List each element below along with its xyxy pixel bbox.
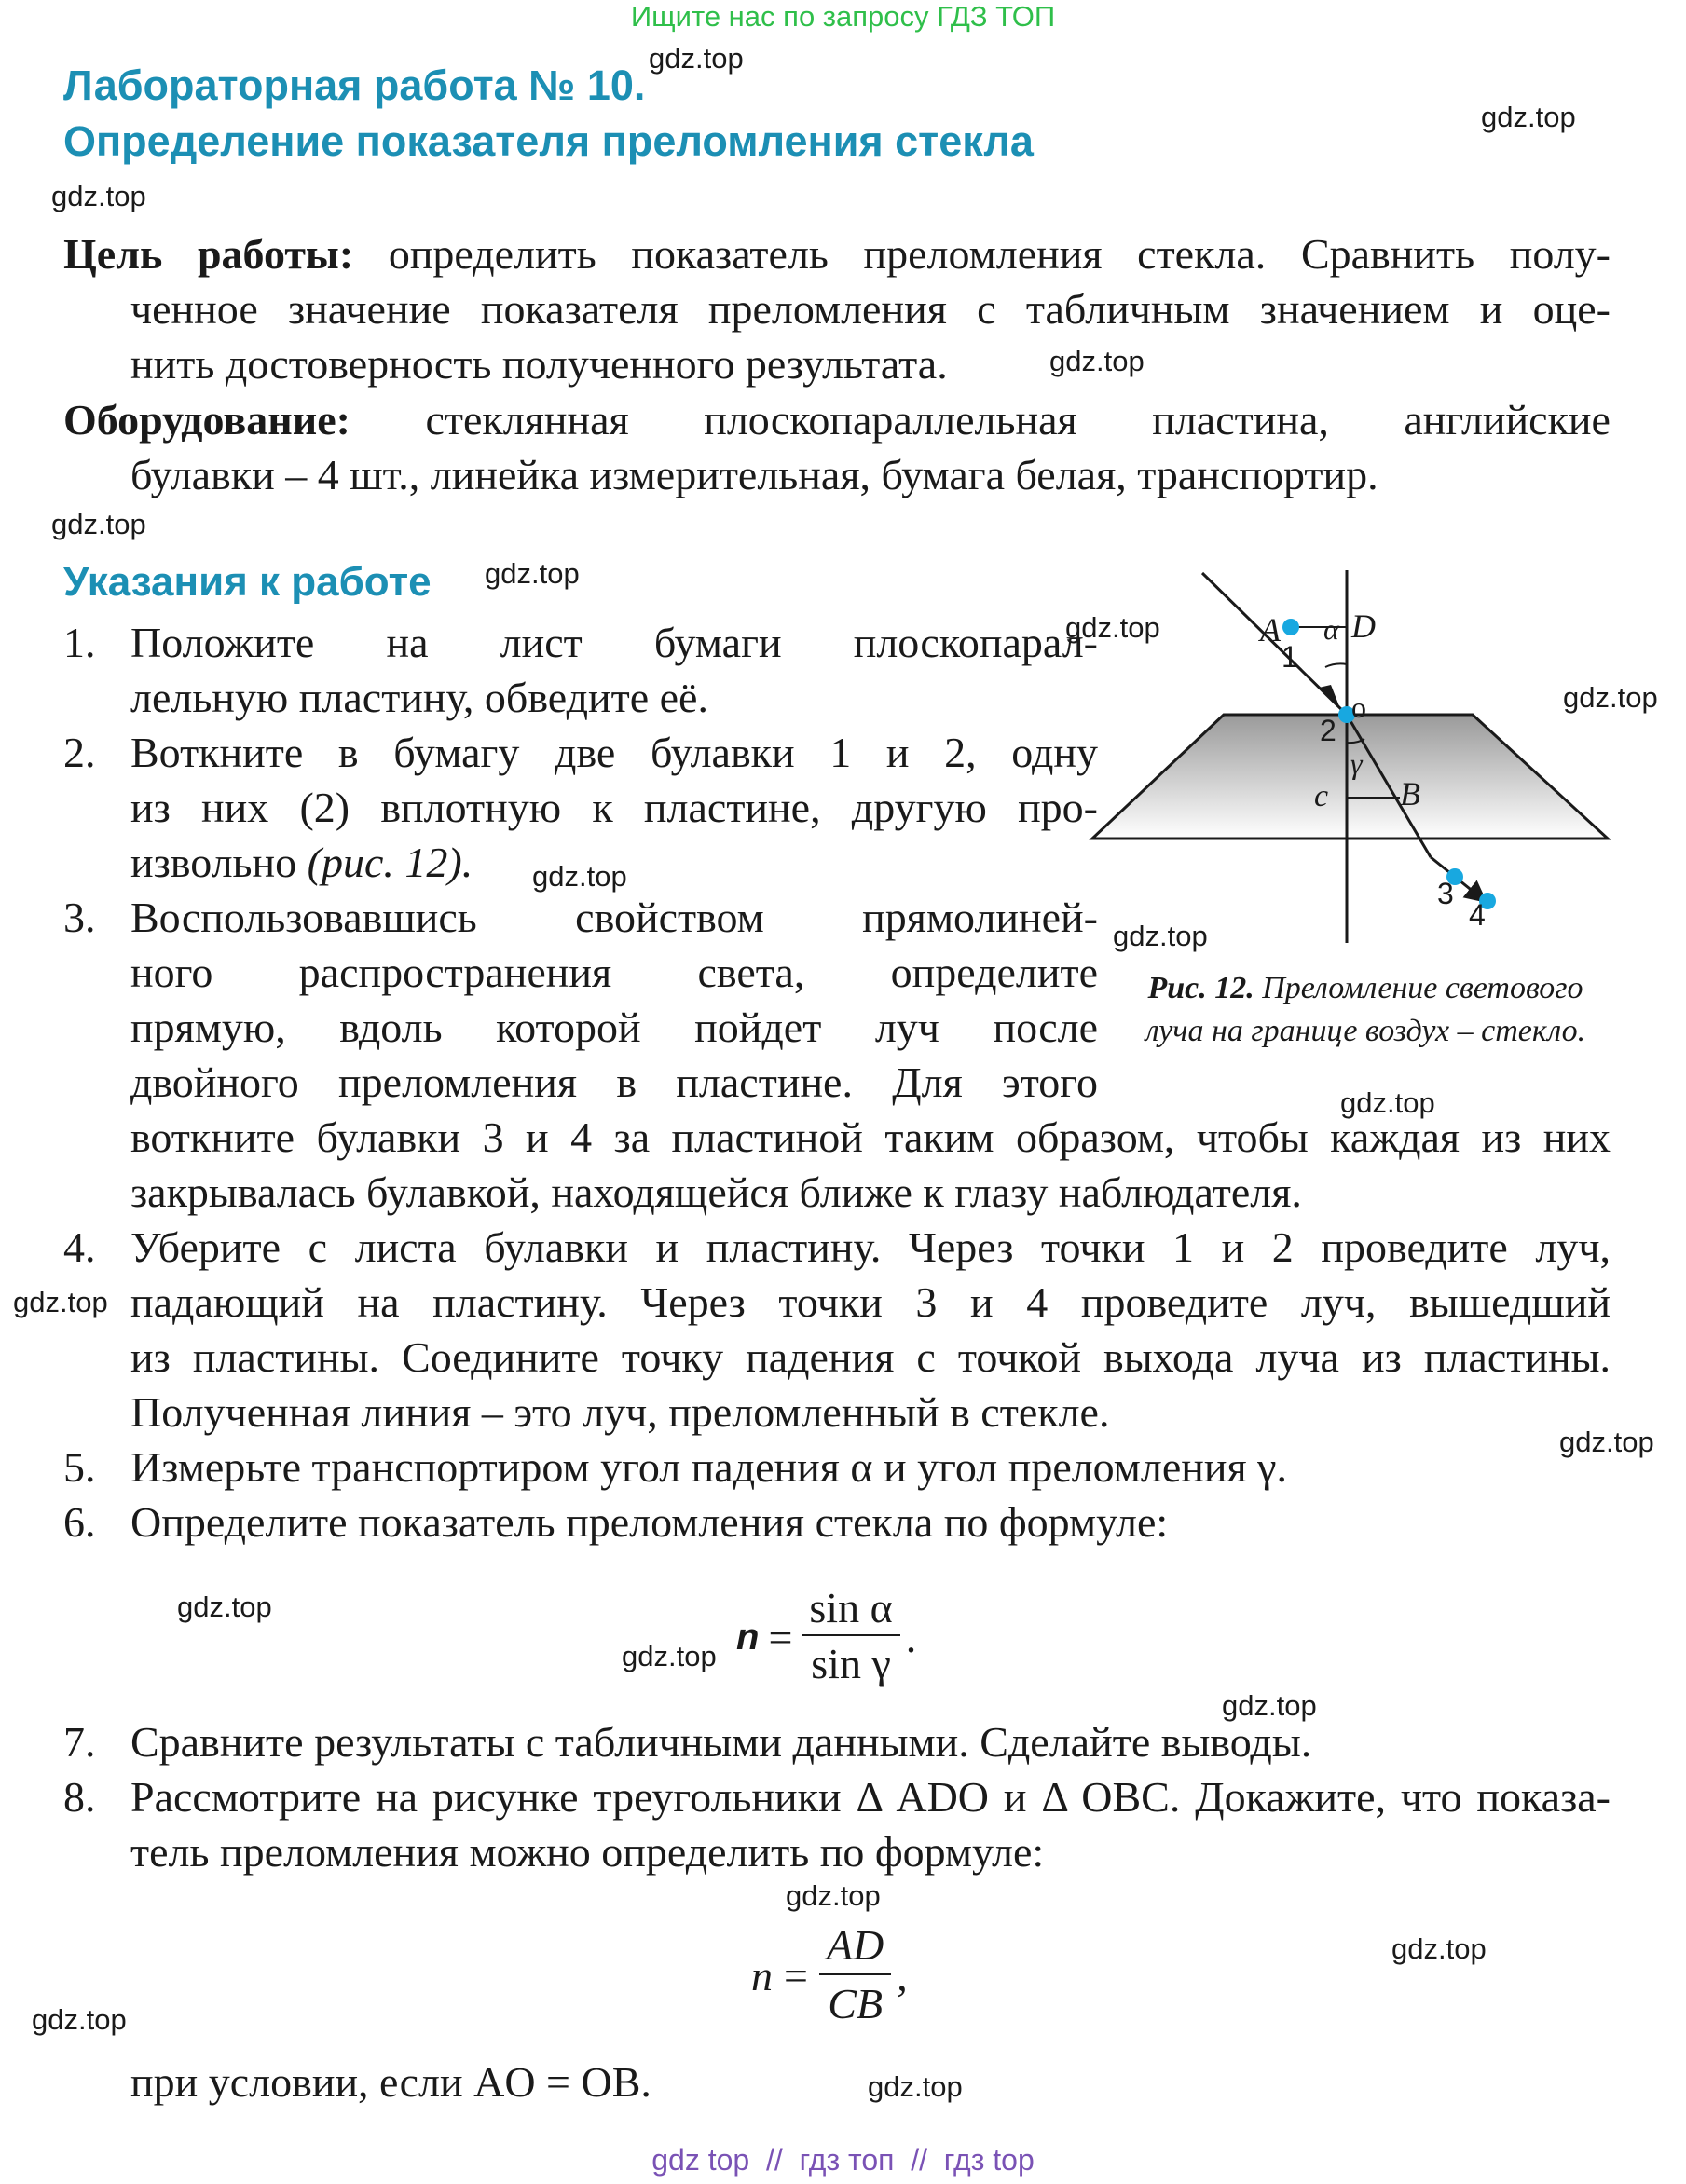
step-line: двойного преломления в пластине. Для этого <box>130 1058 1098 1106</box>
watermark: gdz.top <box>51 508 146 540</box>
step-number: 5. <box>63 1443 96 1491</box>
goal-label: Цель работы: <box>63 230 354 278</box>
equipment-word: пластина, <box>1152 396 1329 444</box>
step-line: Сравните результаты с табличными данными. Сделайте выводы. <box>130 1718 1312 1766</box>
formula-end: , <box>897 1951 908 2000</box>
step-line: Уберите с листа булавки и пластину. Через точки 1 и 2 проведите луч, <box>130 1223 1611 1271</box>
page-title: Лабораторная работа № 10. <box>63 61 646 109</box>
step-line: Определите показатель преломления стекла по формуле: <box>130 1498 1169 1546</box>
angle-alpha-arc <box>1325 663 1347 667</box>
watermark: gdz.top <box>1340 1086 1435 1119</box>
watermark: gdz.top <box>1222 1689 1317 1722</box>
watermark: gdz.top <box>51 180 146 212</box>
equipment-label: Оборудование: <box>63 396 350 444</box>
watermark: gdz.top <box>32 2003 127 2036</box>
watermark: gdz.top <box>1481 101 1576 133</box>
label-pin-1: 1 <box>1282 640 1298 674</box>
watermark: gdz.top <box>1559 1426 1654 1458</box>
equipment-word: плоскопараллельная <box>704 396 1077 444</box>
step-line: ного распространения света, определите <box>130 949 1098 996</box>
caption-prefix: Рис. 12. <box>1147 971 1254 1005</box>
step-line: Положите на лист бумаги плоскопарал- <box>130 619 1098 666</box>
formula-lhs: n <box>736 1616 760 1658</box>
step-line: Воткните в бумагу две булавки 1 и 2, одну <box>130 729 1098 776</box>
label-o: o <box>1351 690 1366 724</box>
step-line: закрывалась булавкой, находящейся ближе к глазу наблюдателя. <box>130 1168 1302 1216</box>
formula-numerator: AD <box>826 1921 884 1969</box>
figure-refraction-diagram <box>1081 559 1640 950</box>
watermark: gdz.top <box>1113 920 1208 952</box>
incident-ray-arrow <box>1319 685 1339 706</box>
step-line: падающий на пластину. Через точки 3 и 4 проведите луч, вышедший <box>130 1278 1611 1326</box>
label-B: B <box>1400 775 1420 812</box>
formula-denominator: sin γ <box>811 1640 891 1687</box>
step-line: прямую, вдоль которой пойдет луч после <box>130 1003 1098 1051</box>
formula-refraction-segments <box>751 1910 908 2041</box>
figure-caption <box>1104 967 1626 1053</box>
goal-line: ченное значение показателя преломления с табличным значением и оце- <box>130 285 1611 333</box>
label-pin-3: 3 <box>1437 877 1454 910</box>
watermark: gdz.top <box>649 42 744 75</box>
formula-end: . <box>905 1613 917 1661</box>
label-c: c <box>1314 779 1329 813</box>
watermark: gdz.top <box>1563 681 1658 714</box>
watermark: gdz.top <box>1065 611 1160 644</box>
pin-1 <box>1282 619 1299 635</box>
figure-reference: (рис. 12). <box>307 839 473 886</box>
step-number: 1. <box>63 619 96 666</box>
formula-numerator: sin α <box>809 1584 893 1631</box>
step-line: лельную пластину, обведите её. <box>130 674 708 721</box>
page-subtitle: Определение показателя преломления стекла <box>63 117 1034 165</box>
caption-line: луча на границе воздух – стекло. <box>1145 1014 1586 1048</box>
label-pin-4: 4 <box>1469 898 1486 932</box>
step-number: 8. <box>63 1773 96 1821</box>
watermark: gdz.top <box>1391 1932 1487 1965</box>
caption-line: Преломление светового <box>1262 971 1583 1005</box>
step-line: из пластины. Соедините точку падения с точкой выхода луча из пластины. <box>130 1333 1611 1381</box>
formula-equals: = <box>784 1951 808 2000</box>
footer-links[interactable]: gdz top // гдз топ // гдз top <box>651 2143 1035 2177</box>
label-D: D <box>1351 607 1376 645</box>
step-number: 2. <box>63 729 96 776</box>
step-number: 6. <box>63 1498 96 1546</box>
label-pin-2: 2 <box>1320 714 1336 747</box>
step-number: 7. <box>63 1718 96 1766</box>
watermark: gdz.top <box>1049 345 1145 377</box>
step-number: 3. <box>63 894 96 941</box>
equipment-word: стеклянная <box>425 396 629 444</box>
label-A: A <box>1260 611 1281 648</box>
watermark: gdz.top <box>13 1286 108 1318</box>
watermark: gdz.top <box>786 1879 881 1912</box>
formula-fraction <box>819 1918 891 2033</box>
formula-equals: = <box>768 1613 793 1661</box>
step-line: Измерьте транспортиром угол падения α и угол преломления γ. <box>130 1443 1288 1491</box>
condition-text: при условии, если AO = OB. <box>130 2058 651 2106</box>
step-line: Полученная линия – это луч, преломленный в стекле. <box>130 1388 1110 1436</box>
label-alpha: α <box>1323 612 1339 646</box>
formula-refraction-sines <box>736 1577 916 1698</box>
step-line: Рассмотрите на рисунке треугольники Δ ADO и Δ OBC. Докажите, что показа- <box>130 1773 1611 1821</box>
watermark: gdz.top <box>177 1590 272 1623</box>
goal-line: нить достоверность полученного результата. <box>130 340 948 388</box>
formula-fraction <box>802 1582 899 1692</box>
instructions-heading: Указания к работе <box>63 559 432 605</box>
formula-lhs: n <box>751 1951 773 2000</box>
watermark: gdz.top <box>532 860 627 893</box>
watermark: gdz.top <box>622 1640 717 1672</box>
step-line: извольно <box>130 839 297 886</box>
step-line: воткните булавки 3 и 4 за пластиной таким образом, чтобы каждая из них <box>130 1113 1611 1161</box>
top-banner[interactable]: Ищите нас по запросу ГДЗ ТОП <box>630 0 1056 33</box>
equipment-line: булавки – 4 шт., линейка измерительная, бумага белая, транспортир. <box>130 451 1378 498</box>
watermark: gdz.top <box>868 2070 963 2103</box>
watermark: gdz.top <box>485 557 580 590</box>
step-line: тель преломления можно определить по формуле: <box>130 1828 1045 1876</box>
step-line: Воспользовавшись свойством прямолиней- <box>130 894 1098 941</box>
step-number: 4. <box>63 1223 96 1271</box>
formula-denominator: CB <box>828 1980 883 2027</box>
goal-line: определить показатель преломления стекла. Сравнить полу- <box>388 230 1611 278</box>
label-gamma: γ <box>1350 746 1363 780</box>
step-line: из них (2) вплотную к пластине, другую про- <box>130 784 1098 831</box>
equipment-word: английские <box>1404 396 1611 444</box>
